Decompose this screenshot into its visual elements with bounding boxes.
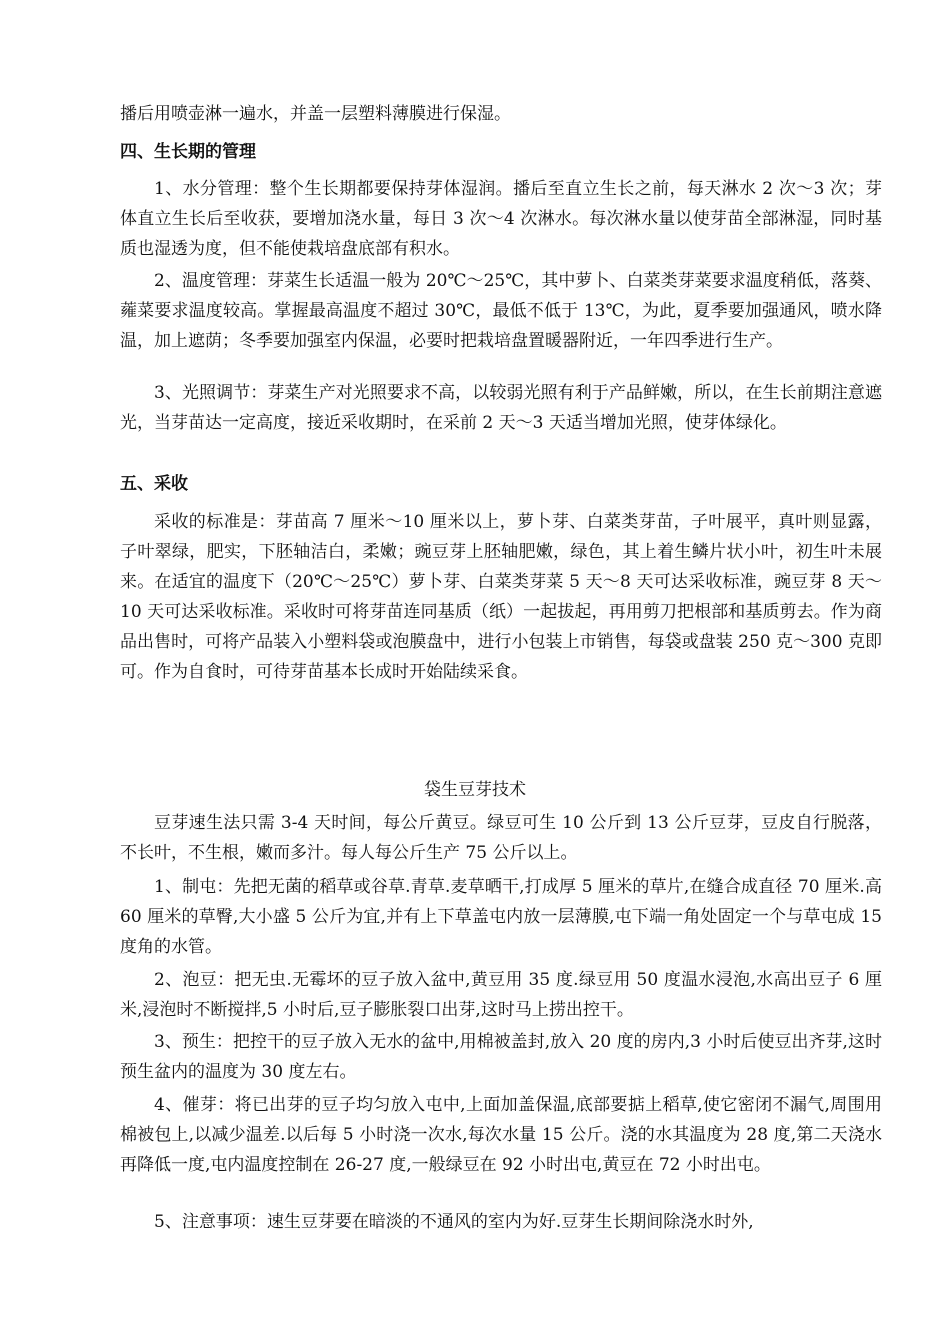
section-heading-harvest: 五、采收 <box>120 474 188 494</box>
paragraph-water-management: 1、水分管理：整个生长期都要保持芽体湿润。播后至直立生长之前，每天淋水 2 次～3 次；芽体直立生长后至收获，要增加浇水量，每日 3 次～4 次淋水。每次淋水量以使芽苗全部淋湿，同时基质也湿透为度，但不能使栽培盘底部有积水。 <box>120 179 882 259</box>
paragraph-harvest-standard: 采收的标准是：芽苗高 7 厘米～10 厘米以上，萝卜芽、白菜类芽苗，子叶展平，真叶则显露，子叶翠绿，肥实，下胚轴洁白，柔嫩；豌豆芽上胚轴肥嫩，绿色，其上着生鳞片状小叶，初生叶未展来。在适宜的温度下（20℃～25℃）萝卜芽、白菜类芽菜 5 天～8 天可达采收标准，豌豆芽 8 天～10 天可达采收标准。采收时可将芽苗连同基质（纸）一起拔起，再用剪刀把根部和基质剪去。作为商品出售时，可将产品装入小塑料袋或泡膜盘中，进行小包装上市销售，每袋或盘装 250 克～300 克即可。作为自食时，可待芽苗基本长成时开始陆续采食。 <box>120 512 882 682</box>
paragraph-notes: 5、注意事项：速生豆芽要在暗淡的不通风的室内为好.豆芽生长期间除浇水时外, <box>154 1212 754 1232</box>
paragraph-light-regulation: 3、光照调节：芽菜生产对光照要求不高，以较弱光照有利于产品鲜嫩，所以，在生长前期注意遮光，当芽苗达一定高度，接近采收期时，在采前 2 天～3 天适当增加光照，使芽体绿化。 <box>120 383 882 433</box>
article-title: 袋生豆芽技术 <box>424 780 526 800</box>
paragraph-forcing-sprouts: 4、催芽：将已出芽的豆子均匀放入屯中,上面加盖保温,底部要掂上稻草,使它密闭不漏气,周围用棉被包上,以减少温差.以后每 5 小时浇一次水,每次水量 15 公斤。浇的水其温度为 28 度,第二天浇水再降低一度,屯内温度控制在 26-27 度,一般绿豆在 92 小时出屯,黄豆在 72 小时出屯。 <box>120 1095 882 1175</box>
section-heading-growth-management: 四、生长期的管理 <box>120 142 256 162</box>
paragraph-make-container: 1、制屯：先把无菌的稻草或谷草.青草.麦草晒干,打成厚 5 厘米的草片,在缝合成直径 70 厘米.高 60 厘米的草臀,大小盛 5 公斤为宜,并有上下草盖屯内放一层薄膜,屯下端一角处固定一个与草屯成 15 度角的水管。 <box>120 877 882 957</box>
paragraph-sowing-watering: 播后用喷壶淋一遍水，并盖一层塑料薄膜进行保湿。 <box>120 104 511 124</box>
paragraph-soak-beans: 2、泡豆：把无虫.无霉坏的豆子放入盆中,黄豆用 35 度.绿豆用 50 度温水浸泡,水高出豆子 6 厘米,浸泡时不断搅拌,5 小时后,豆子膨胀裂口出芽,这时马上捞出控干。 <box>120 970 882 1020</box>
paragraph-bean-sprout-intro: 豆芽速生法只需 3-4 天时间，每公斤黄豆。绿豆可生 10 公斤到 13 公斤豆芽，豆皮自行脱落，不长叶，不生根，嫩而多汁。每人每公斤生产 75 公斤以上。 <box>120 813 882 863</box>
paragraph-temperature-management: 2、温度管理：芽菜生长适温一般为 20℃～25℃，其中萝卜、白菜类芽菜要求温度稍低，落葵、蕹菜要求温度较高。掌握最高温度不超过 30℃，最低不低于 13℃，为此，夏季要加强通风，喷水降温，加上遮荫；冬季要加强室内保温，必要时把栽培盘置暖器附近，一年四季进行生产。 <box>120 271 882 351</box>
paragraph-pre-sprouting: 3、预生：把控干的豆子放入无水的盆中,用棉被盖封,放入 20 度的房内,3 小时后使豆出齐芽,这时预生盆内的温度为 30 度左右。 <box>120 1032 882 1082</box>
